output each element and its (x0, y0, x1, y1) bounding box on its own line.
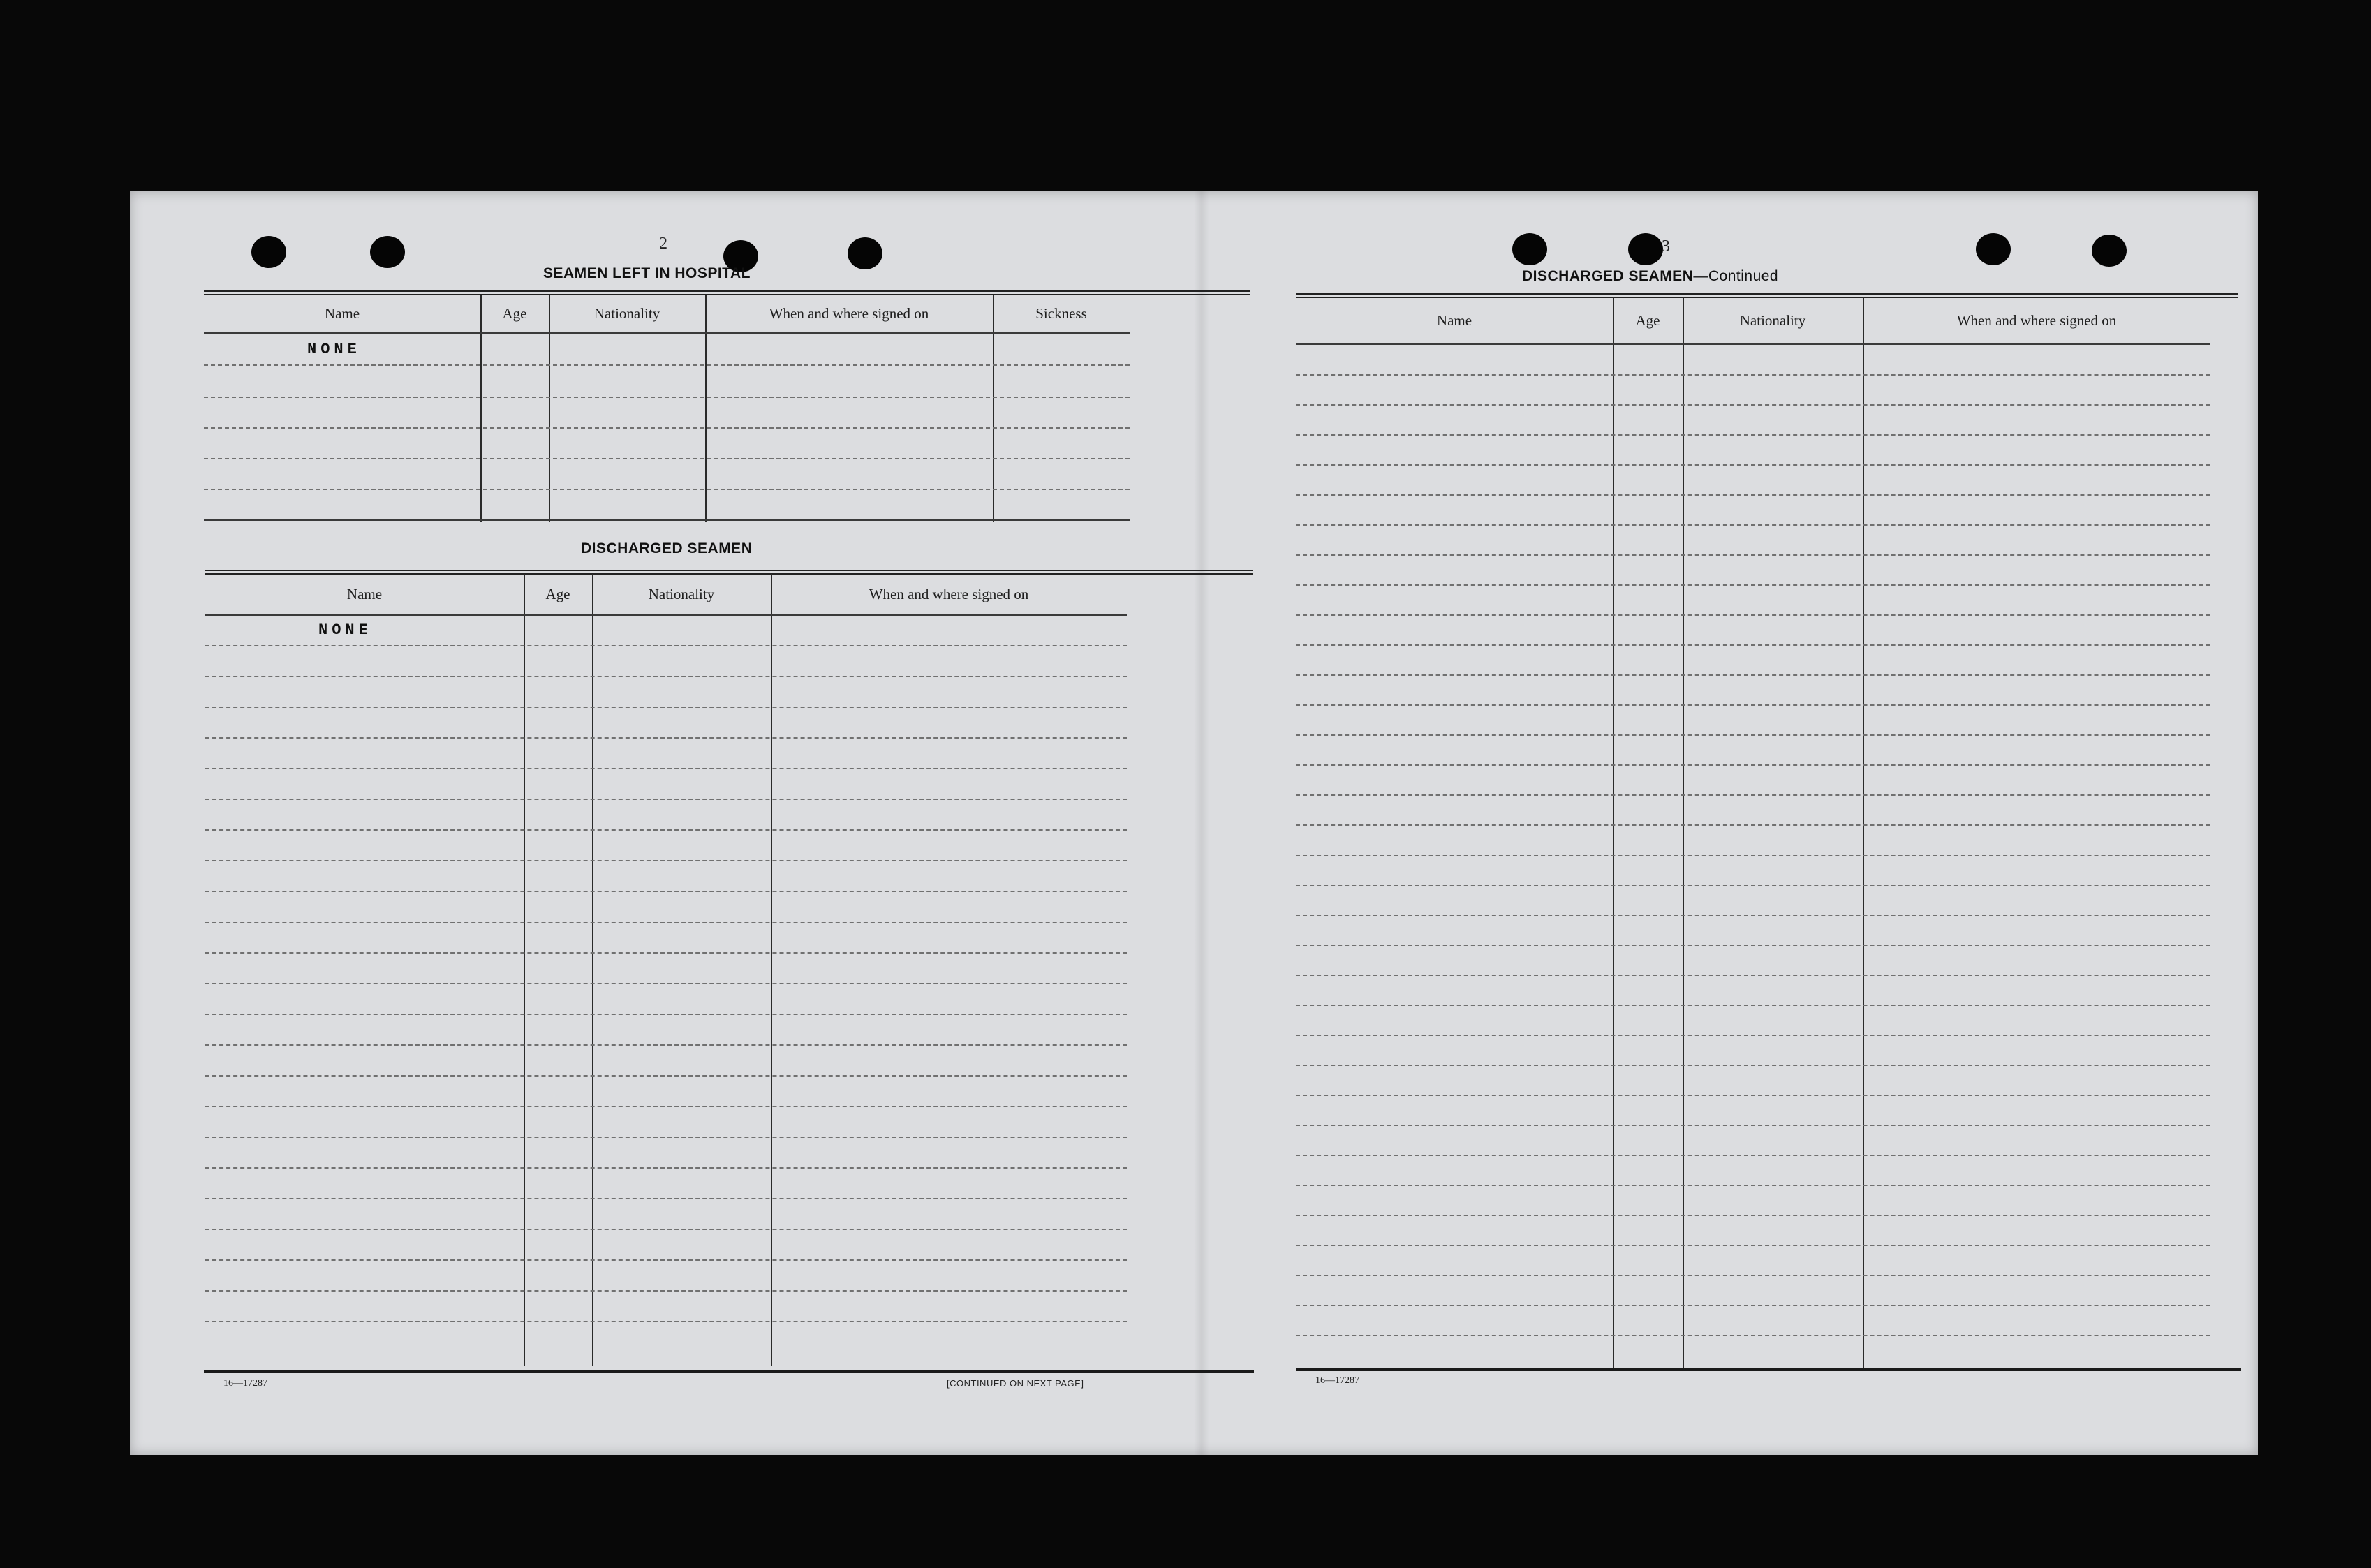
document-sheet (130, 191, 2258, 1455)
hospital-table (204, 295, 1251, 522)
discharged-none-entry: NONE (318, 621, 372, 639)
cont-col-age: Age (1635, 311, 1660, 329)
discharged-cont-table (1296, 297, 2238, 1368)
cont-col-name: Name (1436, 311, 1472, 329)
continued-note: [CONTINUED ON NEXT PAGE] (947, 1378, 1084, 1389)
cont-col-signed-on: When and where signed on (1956, 311, 2117, 329)
form-number: 16—17287 (1315, 1375, 1359, 1386)
right-page (1194, 191, 2258, 1455)
hospital-col-signed-on: When and where signed on (769, 304, 929, 322)
discharged-cont-title (1522, 268, 1778, 285)
form-number: 16—17287 (223, 1378, 267, 1389)
cont-col-nationality: Nationality (1739, 311, 1806, 329)
hospital-col-nationality: Nationality (593, 304, 660, 322)
discharged-section-title: DISCHARGED SEAMEN (581, 540, 753, 556)
left-bottom-rule (204, 1370, 1254, 1373)
left-page (130, 191, 1194, 1455)
discharged-cont-title-main: DISCHARGED SEAMEN (1522, 268, 1694, 284)
discharged-cont-title-suffix: —Continued (1693, 268, 1779, 284)
right-bottom-rule (1296, 1368, 2241, 1371)
hospital-col-name: Name (324, 304, 360, 322)
hospital-col-age: Age (502, 304, 527, 322)
discharged-col-signed-on: When and where signed on (869, 585, 1029, 602)
page-number: 2 (659, 235, 667, 253)
page-number: 3 (1662, 237, 1670, 256)
discharged-col-nationality: Nationality (648, 585, 715, 602)
discharged-table (205, 574, 1253, 1366)
hospital-none-entry: NONE (307, 341, 361, 358)
hospital-section-title: SEAMEN LEFT IN HOSPITAL (543, 265, 751, 281)
discharged-col-age: Age (545, 585, 570, 602)
hospital-col-sickness: Sickness (1035, 304, 1087, 322)
discharged-col-name: Name (346, 585, 383, 602)
